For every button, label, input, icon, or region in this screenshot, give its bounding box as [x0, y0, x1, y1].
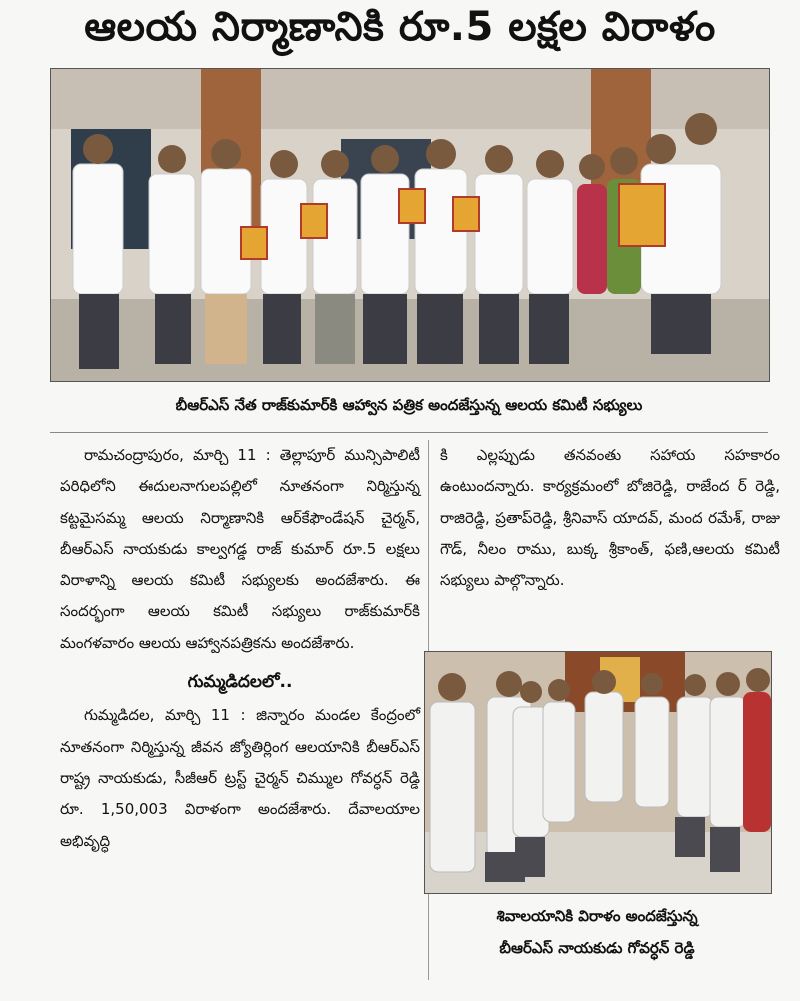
photo-main-caption: బీఆర్ఎస్ నేత రాజ్‌కుమార్‌కి ఆహ్వాన పత్రిక అందజేస్తున్న ఆలయ కమిటీ సభ్యులు: [175, 396, 643, 414]
article-column-left: [60, 440, 420, 857]
article-column-right: [440, 440, 780, 596]
caption-divider: [50, 432, 768, 433]
photo-temple-donation: [424, 651, 772, 894]
photo-side-caption-line2: బీఆర్ఎస్ నాయకుడు గోవర్ధన్ రెడ్డి: [499, 939, 695, 957]
photo-main-illustration: [51, 69, 769, 381]
article-lead-paragraph: రామచంద్రాపురం, మార్చి 11 : తెల్లాపూర్ మున్సిపాలిటీ పరిధిలోని ఈదులనాగులపల్లిలో నూతనంగా నిర్మిస్తున్న కట్టమైసమ్మ ఆలయ నిర్మాణానికి ఆర్‌కేఫౌండేషన్ చైర్మన్, బీఆర్ఎస్ నాయకుడు కాల్వగడ్డ రాజ్ కుమార్ రూ.5 లక్షలు విరాళాన్ని ఆలయ కమిటీ సభ్యులకు అందజేశారు. ఈ సందర్భంగా ఆలయ కమిటీ సభ్యులు రాజ్‌కుమార్‌కి మంగళవారం ఆలయ ఆహ్వానపత్రికను అందజేశారు.: [60, 446, 420, 652]
article-subhead: గుమ్మడిదలలో..: [187, 672, 293, 693]
photo-side-illustration: [425, 652, 771, 893]
article-second-paragraph: గుమ్మడిదల, మార్చి 11 : జిన్నారం మండల కేంద్రంలో నూతనంగా నిర్మిస్తున్న జీవన జ్యోతిర్లింగ ఆలయానికి బీఆర్ఎస్ రాష్ట్ర నాయకుడు, సీజీఆర్ ట్రస్ట్ చైర్మన్ చిమ్ముల గోవర్ధన్ రెడ్డి రూ. 1,50,003 విరాళంగా అందజేశారు. దేవాలయాల అభివృద్ధి: [60, 706, 420, 850]
photo-side-caption: [424, 900, 770, 964]
photo-side-caption-line1: శివాలయానికి విరాళం అందజేస్తున్న: [496, 907, 698, 925]
article-continued-paragraph: కి ఎల్లప్పుడు తనవంతు సహాయ సహకారం ఉంటుందన్నారు. కార్యక్రమంలో బోజిరెడ్డి, రాజేంద ర్ రెడ్డి, రాజిరెడ్డి, ప్రతాప్‌రెడ్డి, శ్రీనివాస్ యాదవ్, మంద రమేశ్, రాజు గౌడ్, నీలం రాము, బుక్క శ్రీకాంత్, ఫణి,ఆలయ కమిటీ సభ్యులు పాల్గొన్నారు.: [440, 446, 780, 590]
headline: ఆలయ నిర్మాణానికి రూ.5 లక్షల విరాళం: [84, 4, 716, 50]
photo-group-with-invitations: [50, 68, 770, 382]
